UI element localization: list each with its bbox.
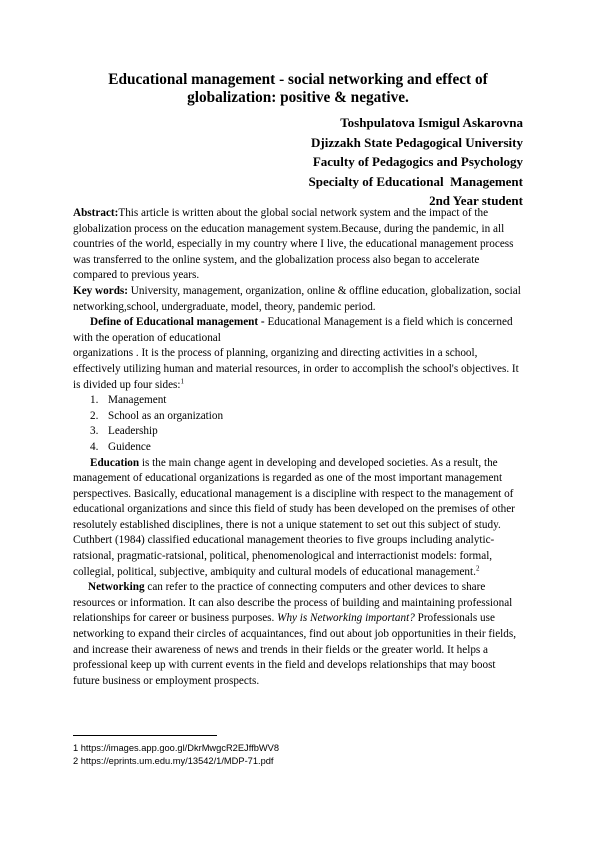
list-item-label: School as an organization <box>108 409 224 422</box>
networking-paragraph <box>73 580 525 689</box>
footnote-item <box>73 742 525 755</box>
define-label: Define of Educational management - <box>90 316 268 329</box>
define-first-line <box>73 315 525 346</box>
footnote-item <box>73 755 525 768</box>
author-block <box>123 113 523 211</box>
keywords-paragraph <box>73 284 525 315</box>
networking-text-2: Professionals use networking to expand their circles of acquaintances, find out about job opportunities in their fields, and increase their awareness of news and trends in their fields or the greater world. It helps a professional keep up with current events in the field and develops relationships that may boost future business or employment prospects. <box>73 612 517 687</box>
list-item-label: Management <box>108 394 167 407</box>
document-title <box>60 71 536 107</box>
article-body <box>73 206 525 689</box>
author-faculty: Faculty of Pedagogics and Psychology <box>312 154 523 169</box>
networking-question: Why is Networking important? <box>277 612 415 625</box>
footnote-divider <box>73 735 217 736</box>
author-specialty: Specialty of Educational Management <box>308 173 523 189</box>
list-item-number: 4. <box>90 440 99 453</box>
define-paragraph <box>73 346 525 393</box>
networking-label: Networking <box>88 581 145 594</box>
education-text: is the main change agent in developing and developed societies. As a result, the management of educational organizations is regarded as one of the most important management perspectives. Basically, educational management is a discipline with respect to the management of educational organizations and since this field of study has been developed on the premises of other resolutely established disciplines, there is not a unique statement to set out this subject of study. Cuthbert (1984) classified educational management theories to five groups including analytic-ratsional, pragmatic-ratsional, political, phenomenological and interractionist models: formal, collegial, political, subjective, ambiquity and cultural models of educational management. <box>73 456 515 578</box>
list-item <box>73 393 525 409</box>
author-name: Toshpulatova Ismigul Askarovna <box>340 115 523 130</box>
abstract-paragraph <box>73 206 525 284</box>
education-label: Education <box>90 456 140 469</box>
author-university: Djizzakh State Pedagogical University <box>311 134 523 150</box>
list-item <box>73 409 525 425</box>
footnotes <box>73 742 525 768</box>
education-paragraph <box>73 456 525 581</box>
list-item-label: Guidence <box>108 440 151 453</box>
list-item-number: 3. <box>90 425 99 438</box>
list-item-number: 1. <box>90 394 99 407</box>
author-year: 2nd Year student <box>429 193 523 208</box>
footnote-number: 1 <box>73 743 79 753</box>
define-line-1: Educational Management is a field which is concerned with the operation of educational <box>73 316 513 344</box>
list-item-number: 2. <box>90 409 99 422</box>
list-item <box>73 440 525 456</box>
abstract-text: This article is written about the global social network system and the impact of the globalization process on the education management system.Because, during the pandemic, in all countries of the world, especially in my country where I live, the educational management process was transferred to the online system, and the globalization process also began to accelerate compared to previous years. <box>73 207 514 282</box>
footnote-link[interactable]: https://images.app.goo.gl/DkrMwgcR2EJffbWV8 <box>80 743 280 753</box>
footnote-ref-1[interactable]: 1 <box>180 376 185 385</box>
footnote-link[interactable]: https://eprints.um.edu.my/13542/1/MDP-71.pdf <box>80 756 274 767</box>
footnote-number: 2 <box>73 756 79 767</box>
abstract-label: Abstract: <box>73 207 119 219</box>
keywords-label: Key words: <box>73 284 128 297</box>
list-item <box>73 424 525 440</box>
title-line-2: globalization: positive & negative. <box>187 89 409 106</box>
keywords-text: University, management, organization, online & offline education, globalization, social networking,school, undergraduate, model, theory, pandemic period. <box>73 284 521 313</box>
title-line-1: Educational management - social networking and effect of <box>108 71 488 88</box>
define-text: organizations . It is the process of planning, organizing and directing activities in a school, effectively utilizing human and material resources, in order to accomplish the school's objectives. It is divided up four sides: <box>73 347 519 391</box>
list-item-label: Leadership <box>108 425 158 438</box>
footnote-ref-2[interactable]: 2 <box>475 563 480 572</box>
sides-list <box>73 393 525 455</box>
networking-text-1: can refer to the practice of connecting computers and other devices to share resources or information. It can also describe the process of building and maintaining professional relationships for career or business purposes. <box>73 581 513 625</box>
